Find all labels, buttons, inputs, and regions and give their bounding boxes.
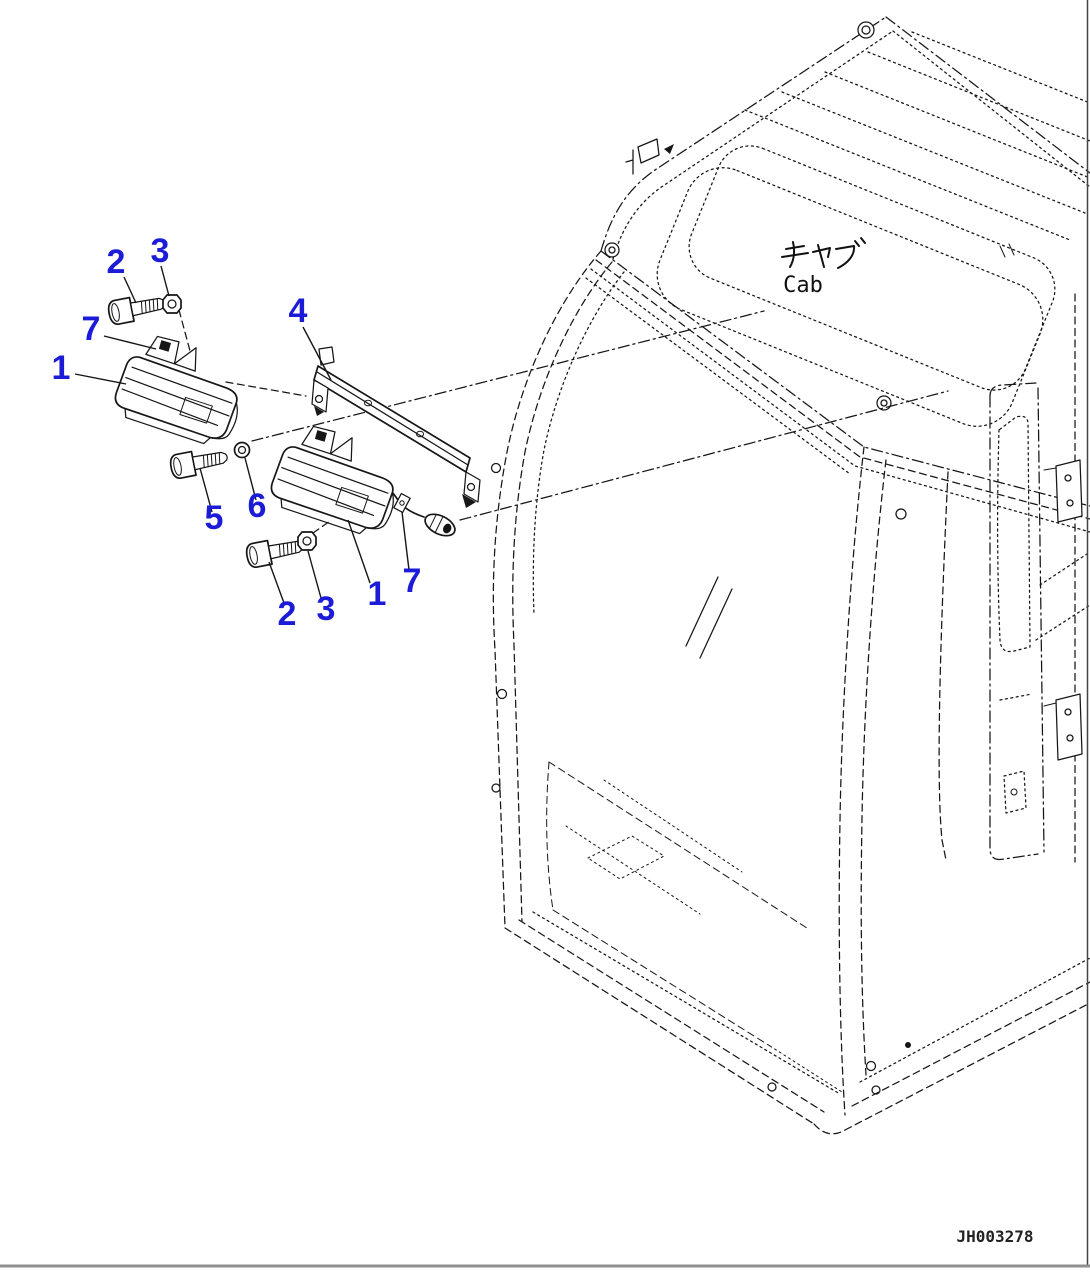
a-pillar-left-line3 [533,272,624,615]
drawing-number: JH003278 [956,1227,1034,1246]
floor-line [566,780,842,1092]
work-lamp-part1-upper [108,326,255,456]
bolt-part2-lower [245,534,306,568]
exploded-link-line [226,382,306,396]
door-outline-left [990,396,1038,860]
cab-label-jp [782,238,865,268]
front-sill-left3 [533,912,840,1094]
callout-numbers [52,232,422,633]
front-sill-left2 [519,920,824,1112]
roof-tick-marks [1000,244,1014,257]
bolt-part2-upper [107,291,168,325]
hinge-link [1044,468,1056,706]
callout-part-1: 1 [51,349,71,387]
exploded-parts [107,291,480,568]
callout-part-5: 5 [204,499,224,537]
roof-front-eave-line4 [586,278,850,474]
front-sill-left [505,928,814,1124]
roof-hatch-glass [679,136,1065,401]
front-right-pillar-inner [861,460,886,1075]
front-sill-apex [814,1124,845,1134]
floor-edge [549,762,810,930]
roof-front-eave-line3 [591,269,1090,532]
side-panel-line [1036,552,1090,640]
callout-part-4: 4 [288,292,308,330]
callout-part-3: 3 [316,590,336,628]
nut-part3-lower [298,532,316,550]
a-pillar-left-inner [513,262,612,922]
roof-front-eave [601,251,1090,506]
roof-skylight-frame [646,156,1055,437]
washer-part6 [235,443,250,458]
wire-connector [422,510,459,540]
roof-corner-bracket [626,139,659,174]
mounting-axis-line-lower [460,391,948,520]
cab-bolt-circles [492,22,912,1094]
door-outline-right [1038,388,1044,852]
callout-part-1: 1 [367,575,387,613]
callout-part-6: 6 [247,487,267,525]
roof-left-edge-inner [613,31,893,259]
seat-base [588,836,664,879]
front-sill-right [845,1003,1090,1130]
callout-part-7: 7 [402,562,422,600]
cab-label-en: Cab [783,273,823,298]
roof-right-edge-inner [893,31,1090,187]
leader-line-part-7 [104,336,156,349]
door-inner-line [1000,694,1032,700]
glass-reflection-marks [686,577,732,658]
leader-line-part-1 [348,520,370,583]
roof-corner-arrow [664,144,674,154]
door-handle [1004,771,1026,813]
front-right-pillar-outer [839,447,864,1115]
roof-panel-line [782,92,1085,213]
bolt-part5 [169,445,230,479]
roof-panel-line [868,52,1090,141]
nut-part3-upper [163,295,181,313]
door-window-frame [998,416,1030,651]
callout-part-3: 3 [150,232,170,270]
callout-part-2: 2 [106,243,126,281]
roof-front-eave-line2 [596,260,1090,519]
door-outline-top [990,383,1036,396]
floor-edge-left [547,762,553,910]
front-sill-right3 [860,958,1090,1082]
work-lamp-part1-lower [264,416,411,546]
leader-line-part-1 [75,374,126,384]
floor-edge-lower [553,910,770,1046]
door-hinge-upper [1056,460,1082,522]
leader-line-part-3 [161,266,169,296]
door-front-edge [939,472,948,860]
roof-panel-line [912,32,1090,103]
callout-part-7: 7 [81,310,101,348]
roof-left-edge [601,17,886,251]
door-hinge-lower [1056,694,1082,760]
roof-panel-line [745,110,1070,240]
front-sill-right2 [852,982,1090,1106]
cab-wireframe [492,17,1090,1134]
door-handle-hole [1011,789,1017,795]
roof-right-edge [886,17,1090,173]
callout-part-2: 2 [277,595,297,633]
